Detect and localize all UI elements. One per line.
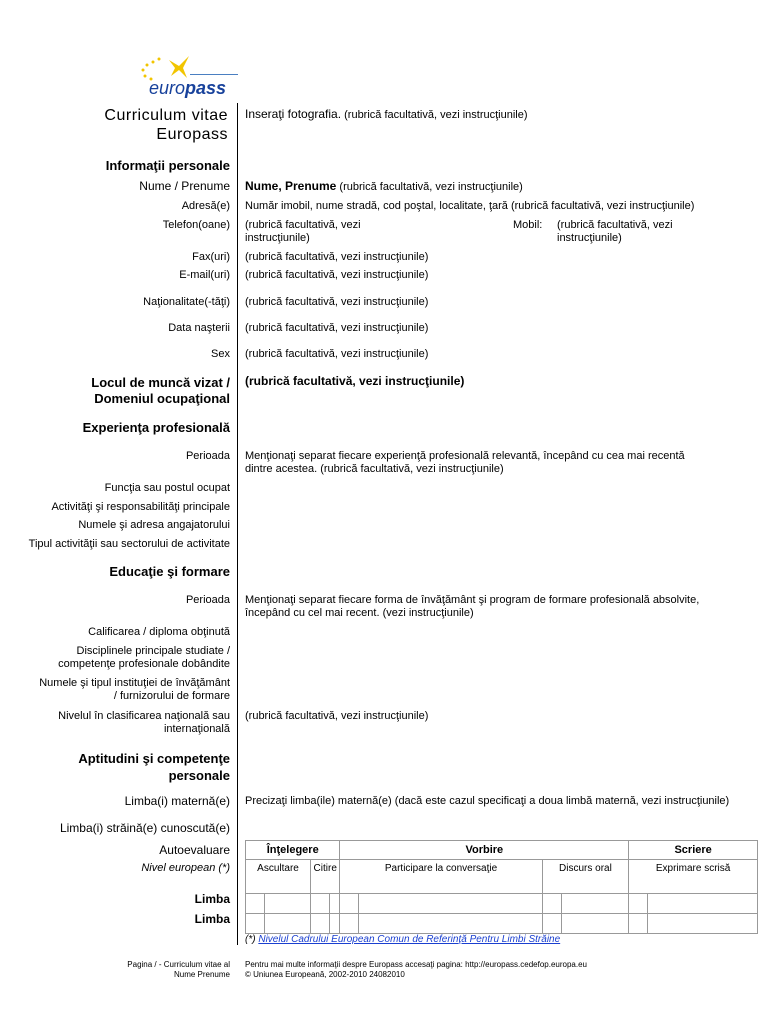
header-writing: Scriere <box>629 841 758 860</box>
language-row-1-label: Limba <box>194 892 230 906</box>
foreign-languages-label: Limba(i) străină(e) cunoscută(e) <box>59 821 230 835</box>
table-cell[interactable] <box>330 914 340 934</box>
footer-right-line1: Pentru mai multe informaţii despre Europass accesaţi pagina: http://europass.cedefop.europa.eu <box>245 960 587 969</box>
table-cell[interactable] <box>629 894 648 914</box>
language-self-assessment-table <box>245 840 758 934</box>
name-value <box>245 180 523 194</box>
page-title <box>104 106 228 144</box>
phone-value: (rubrică facultativă, vezi instrucţiunile) <box>245 219 361 244</box>
footnote <box>245 933 560 946</box>
name-note: (rubrică facultativă, vezi instrucţiunile) <box>339 181 523 193</box>
institution-label-line1: Numele şi tipul instituţiei de învăţământ <box>39 677 230 689</box>
cefr-link[interactable]: Nivelul Cadrului European Comun de Referinţă Pentru Limbi Străine <box>258 934 561 945</box>
mother-tongue-text: Precizaţi limba(ile) maternă(e) <box>245 795 392 807</box>
table-cell[interactable] <box>561 914 629 934</box>
europass-wordmark <box>149 78 226 99</box>
activities-label: Activităţi şi responsabilităţi principale <box>51 501 230 513</box>
institution-label <box>39 677 230 703</box>
table-cell[interactable] <box>359 894 542 914</box>
education-level-label <box>58 710 230 736</box>
header-understanding: Înţelegere <box>246 841 340 860</box>
email-label: E-mail(uri) <box>179 269 230 281</box>
mother-tongue-note: (dacă este cazul specificaţi a doua limbă maternă, vezi instrucţiunile) <box>394 795 730 807</box>
photo-note: (rubrică facultativă, vezi instrucţiunile) <box>344 109 528 121</box>
subjects-label-line1: Disciplinele principale studiate / <box>76 645 230 657</box>
section-desired-job <box>91 375 230 407</box>
section-education: Educaţie şi formare <box>109 564 230 579</box>
table-cell[interactable] <box>265 914 311 934</box>
skills-heading-line2: personale <box>168 768 230 783</box>
title-line2: Europass <box>156 126 228 143</box>
footer-page-info <box>127 960 230 980</box>
nationality-label: Naţionalitate(-tăţi) <box>143 296 230 308</box>
job-heading-line2: Domeniul ocupaţional <box>94 391 230 406</box>
institution-label-line2: / furnizorului de formare <box>113 690 230 702</box>
self-assessment-label: Autoevaluare <box>159 843 230 857</box>
table-cell[interactable] <box>542 894 561 914</box>
subheader-listening: Ascultare <box>246 860 311 894</box>
subheader-writing: Exprimare scrisă <box>629 860 758 894</box>
table-cell[interactable] <box>340 894 359 914</box>
desired-job-value: (rubrică facultativă, vezi instrucţiunile) <box>245 374 465 388</box>
fax-label: Fax(uri) <box>192 251 230 263</box>
header-speaking: Vorbire <box>340 841 629 860</box>
subheader-interaction: Participare la conversaţie <box>340 860 542 894</box>
nationality-value: (rubrică facultativă, vezi instrucţiunile) <box>245 296 429 308</box>
footnote-marker: (*) <box>245 934 256 945</box>
address-label: Adresă(e) <box>181 200 230 212</box>
education-period-label: Perioada <box>185 594 230 606</box>
table-cell[interactable] <box>311 894 330 914</box>
footer-info <box>245 960 587 980</box>
birthdate-label: Data naşterii <box>168 322 230 334</box>
sex-label: Sex <box>211 348 230 360</box>
table-cell[interactable] <box>311 914 330 934</box>
section-work-experience: Experienţa profesională <box>82 420 230 435</box>
logo-euro: euro <box>149 78 186 98</box>
education-level-label-line2: internaţională <box>163 723 230 735</box>
subjects-label <box>58 645 230 671</box>
footer-left-line2: Nume Prenume <box>173 970 230 979</box>
column-divider <box>237 103 238 945</box>
section-personal-skills <box>78 750 230 784</box>
table-cell[interactable] <box>629 914 648 934</box>
employer-label: Numele şi adresa angajatorului <box>78 519 230 531</box>
subheader-reading: Citire <box>311 860 340 894</box>
experience-period-value: Menţionaţi separat fiecare experienţă profesională relevantă, începând cu cea mai recentă dintre acestea. (rubrică facultativă, vezi instrucţiunile) <box>245 450 685 475</box>
name-text: Nume, Prenume <box>245 179 337 193</box>
table-row <box>246 914 758 934</box>
table-cell[interactable] <box>246 914 265 934</box>
table-cell[interactable] <box>330 894 340 914</box>
table-cell[interactable] <box>359 914 542 934</box>
language-row-2-label: Limba <box>194 912 230 926</box>
qualification-label: Calificarea / diploma obţinută <box>88 626 230 638</box>
section-personal-info: Informaţii personale <box>105 158 230 173</box>
footer-right-line2: © Uniunea Europeană, 2002-2010 24082010 <box>245 970 405 979</box>
skills-heading-line1: Aptitudini şi competenţe <box>78 751 230 766</box>
fax-value: (rubrică facultativă, vezi instrucţiunile) <box>245 251 429 263</box>
logo-pass: pass <box>185 78 227 98</box>
table-cell[interactable] <box>340 914 359 934</box>
mobile-label: Mobil: <box>513 219 543 231</box>
logo-divider <box>190 74 238 75</box>
european-level-label: Nivel european (*) <box>141 862 230 874</box>
email-value: (rubrică facultativă, vezi instrucţiunile) <box>245 269 429 281</box>
photo-placeholder <box>245 108 528 122</box>
table-cell[interactable] <box>648 894 758 914</box>
table-cell[interactable] <box>561 894 629 914</box>
subjects-label-line2: competenţe profesionale dobândite <box>58 658 230 670</box>
mother-tongue-value <box>245 795 729 808</box>
education-level-label-line1: Nivelul în clasificarea naţională sau <box>58 710 230 722</box>
mother-tongue-label: Limba(i) maternă(e) <box>124 794 230 808</box>
birthdate-value: (rubrică facultativă, vezi instrucţiunile) <box>245 322 429 334</box>
job-heading-line1: Locul de muncă vizat / <box>91 375 230 390</box>
phone-label: Telefon(oane) <box>162 219 230 231</box>
photo-text: Inseraţi fotografia. <box>245 107 342 121</box>
table-cell[interactable] <box>246 894 265 914</box>
education-level-value: (rubrică facultativă, vezi instrucţiunile) <box>245 710 429 722</box>
name-label: Nume / Prenume <box>139 179 230 193</box>
title-line1: Curriculum vitae <box>104 107 228 124</box>
education-period-value: Menţionaţi separat fiecare forma de învăţământ şi program de formare profesională absolvite, începând cu cel mai recent. (vezi instrucţiunile) <box>245 594 700 619</box>
address-value: Număr imobil, nume stradă, cod poştal, localitate, ţară (rubrică facultativă, vezi instrucţiunile) <box>245 200 695 212</box>
mobile-value: (rubrică facultativă, vezi instrucţiunile) <box>557 219 673 244</box>
subheader-production: Discurs oral <box>542 860 629 894</box>
sector-label: Tipul activităţii sau sectorului de activitate <box>28 538 230 550</box>
position-label: Funcţia sau postul ocupat <box>104 482 230 494</box>
footer-left-line1: Pagina / - Curriculum vitae al <box>127 960 230 969</box>
experience-period-label: Perioada <box>185 450 230 462</box>
table-cell[interactable] <box>265 894 311 914</box>
sex-value: (rubrică facultativă, vezi instrucţiunile) <box>245 348 429 360</box>
table-cell[interactable] <box>648 914 758 934</box>
table-row <box>246 894 758 914</box>
table-cell[interactable] <box>542 914 561 934</box>
